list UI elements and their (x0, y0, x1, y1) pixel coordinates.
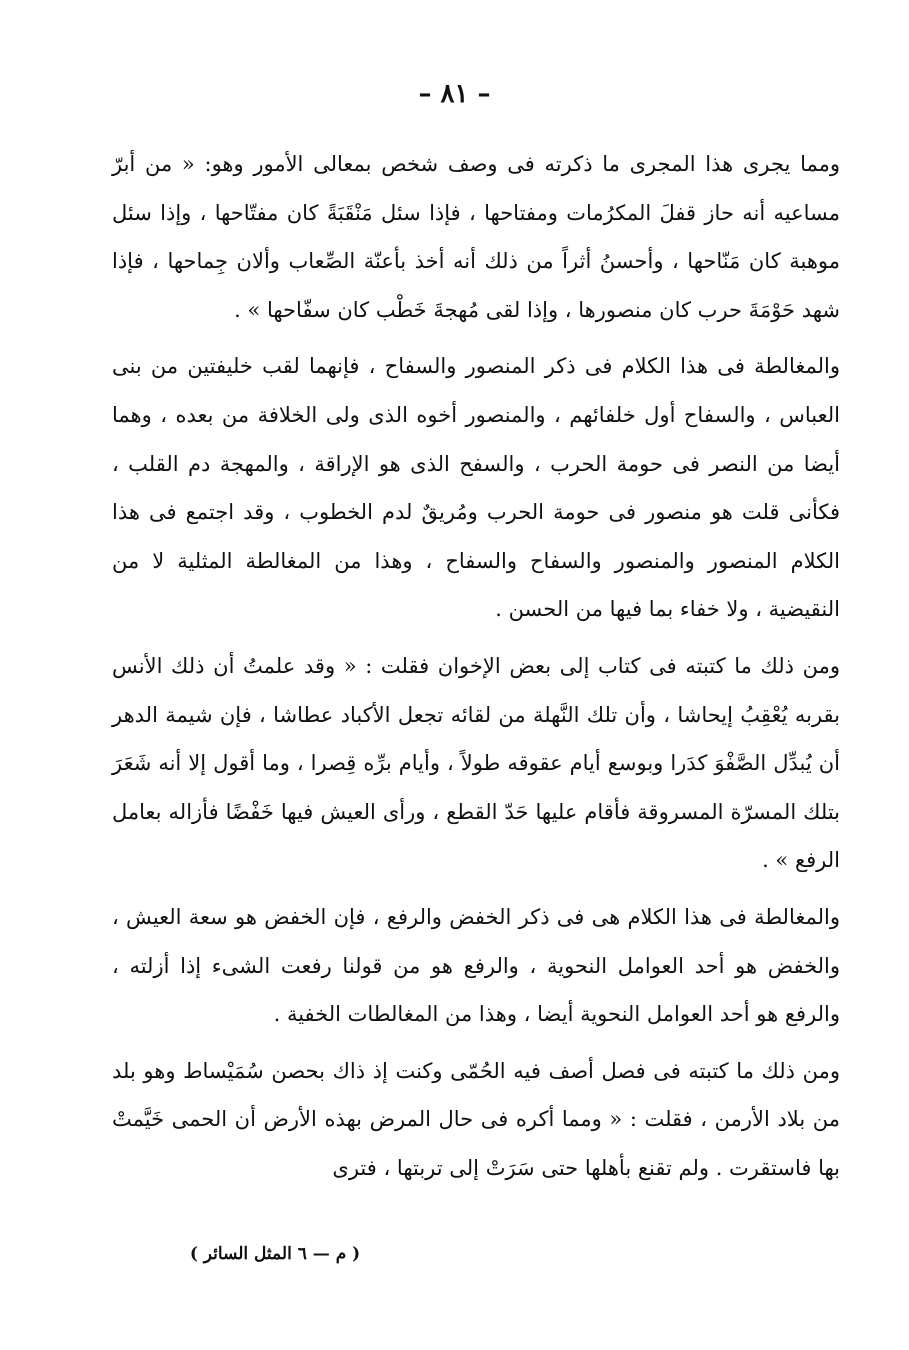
page-body (112, 140, 840, 1192)
paragraph: والمغالطة فى هذا الكلام فى ذكر المنصور والسفاح ، فإنهما لقب خليفتين من بنى العباس ، والسفاح أول خلفائهم ، والمنصور أخوه الذى ولى الخلافة من بعده ، وهما أيضا من النصر فى حومة الحرب ، والسفح الذى هو الإراقة ، والمهجة دم القلب ، فكأنى قلت هو منصور فى حومة الحرب ومُريقٌ لدم الخطوب ، وقد اجتمع فى هذا الكلام المنصور والمنصور والسفاح والسفاح ، وهذا من المغالطة المثلية لا من النقيضية ، ولا خفاء بما فيها من الحسن . (112, 354, 840, 622)
paragraph: ومن ذلك ما كتبته فى كتاب إلى بعض الإخوان فقلت : « وقد علمتُ أن ذلك الأنس بقربه يُعْقِبُ إيحاشا ، وأن تلك النَّهلة من لقائه تجعل الأكباد عطاشا ، فإن شيمة الدهر أن يُبدِّل الصَّفْوَ كدَرا وبوسع أيام عقوقه طولاً ، وأيام برِّه قِصرا ، وما أقول إلا أنه شَعَرَ بتلك المسرّة المسروقة فأقام عليها حَدّ القطع ، ورأى العيش فيها خَفْضًا فأزاله بعامل الرفع » . (112, 653, 840, 873)
page-number: – ٨١ – (418, 79, 491, 109)
paragraph: ومن ذلك ما كتبته فى فصل أصف فيه الحُمّى وكنت إذ ذاك بحصن سُمَيْساط وهو بلد من بلاد الأرمن ، فقلت : « ومما أكره فى حال المرض بهذه الأرض أن الحمى خَيَّمتْ بها فاستقرت . ولم تقنع بأهلها حتى سَرَتْ إلى تربتها ، فترى (112, 1058, 840, 1180)
signature-mark: ( م — ٦ المثل السائر ) (189, 1244, 361, 1264)
paragraph: ومما يجرى هذا المجرى ما ذكرته فى وصف شخص بمعالى الأمور وهو: « من أبرّ مساعيه أنه حاز قفلَ المكرُمات ومفتاحها ، فإذا سئل مَنْقَبَةً كان مفتّاحها ، وإذا سئل موهبة كان مَنّاحها ، وأحسنُ أثراً من ذلك أنه أخذ بأعنّة الصِّعاب وألان جِماحها ، فإذا شهد حَوْمَةَ حرب كان منصورها ، وإذا لقى مُهجةَ خَطْب كان سفّاحها » . (112, 152, 840, 322)
paragraph: والمغالطة فى هذا الكلام هى فى ذكر الخفض والرفع ، فإن الخفض هو سعة العيش ، والخفض هو أحد العوامل النحوية ، والرفع هو من قولنا رفعت الشىء إذا أزلته ، والرفع هو أحد العوامل النحوية أيضا ، وهذا من المغالطات الخفية . (112, 904, 840, 1027)
